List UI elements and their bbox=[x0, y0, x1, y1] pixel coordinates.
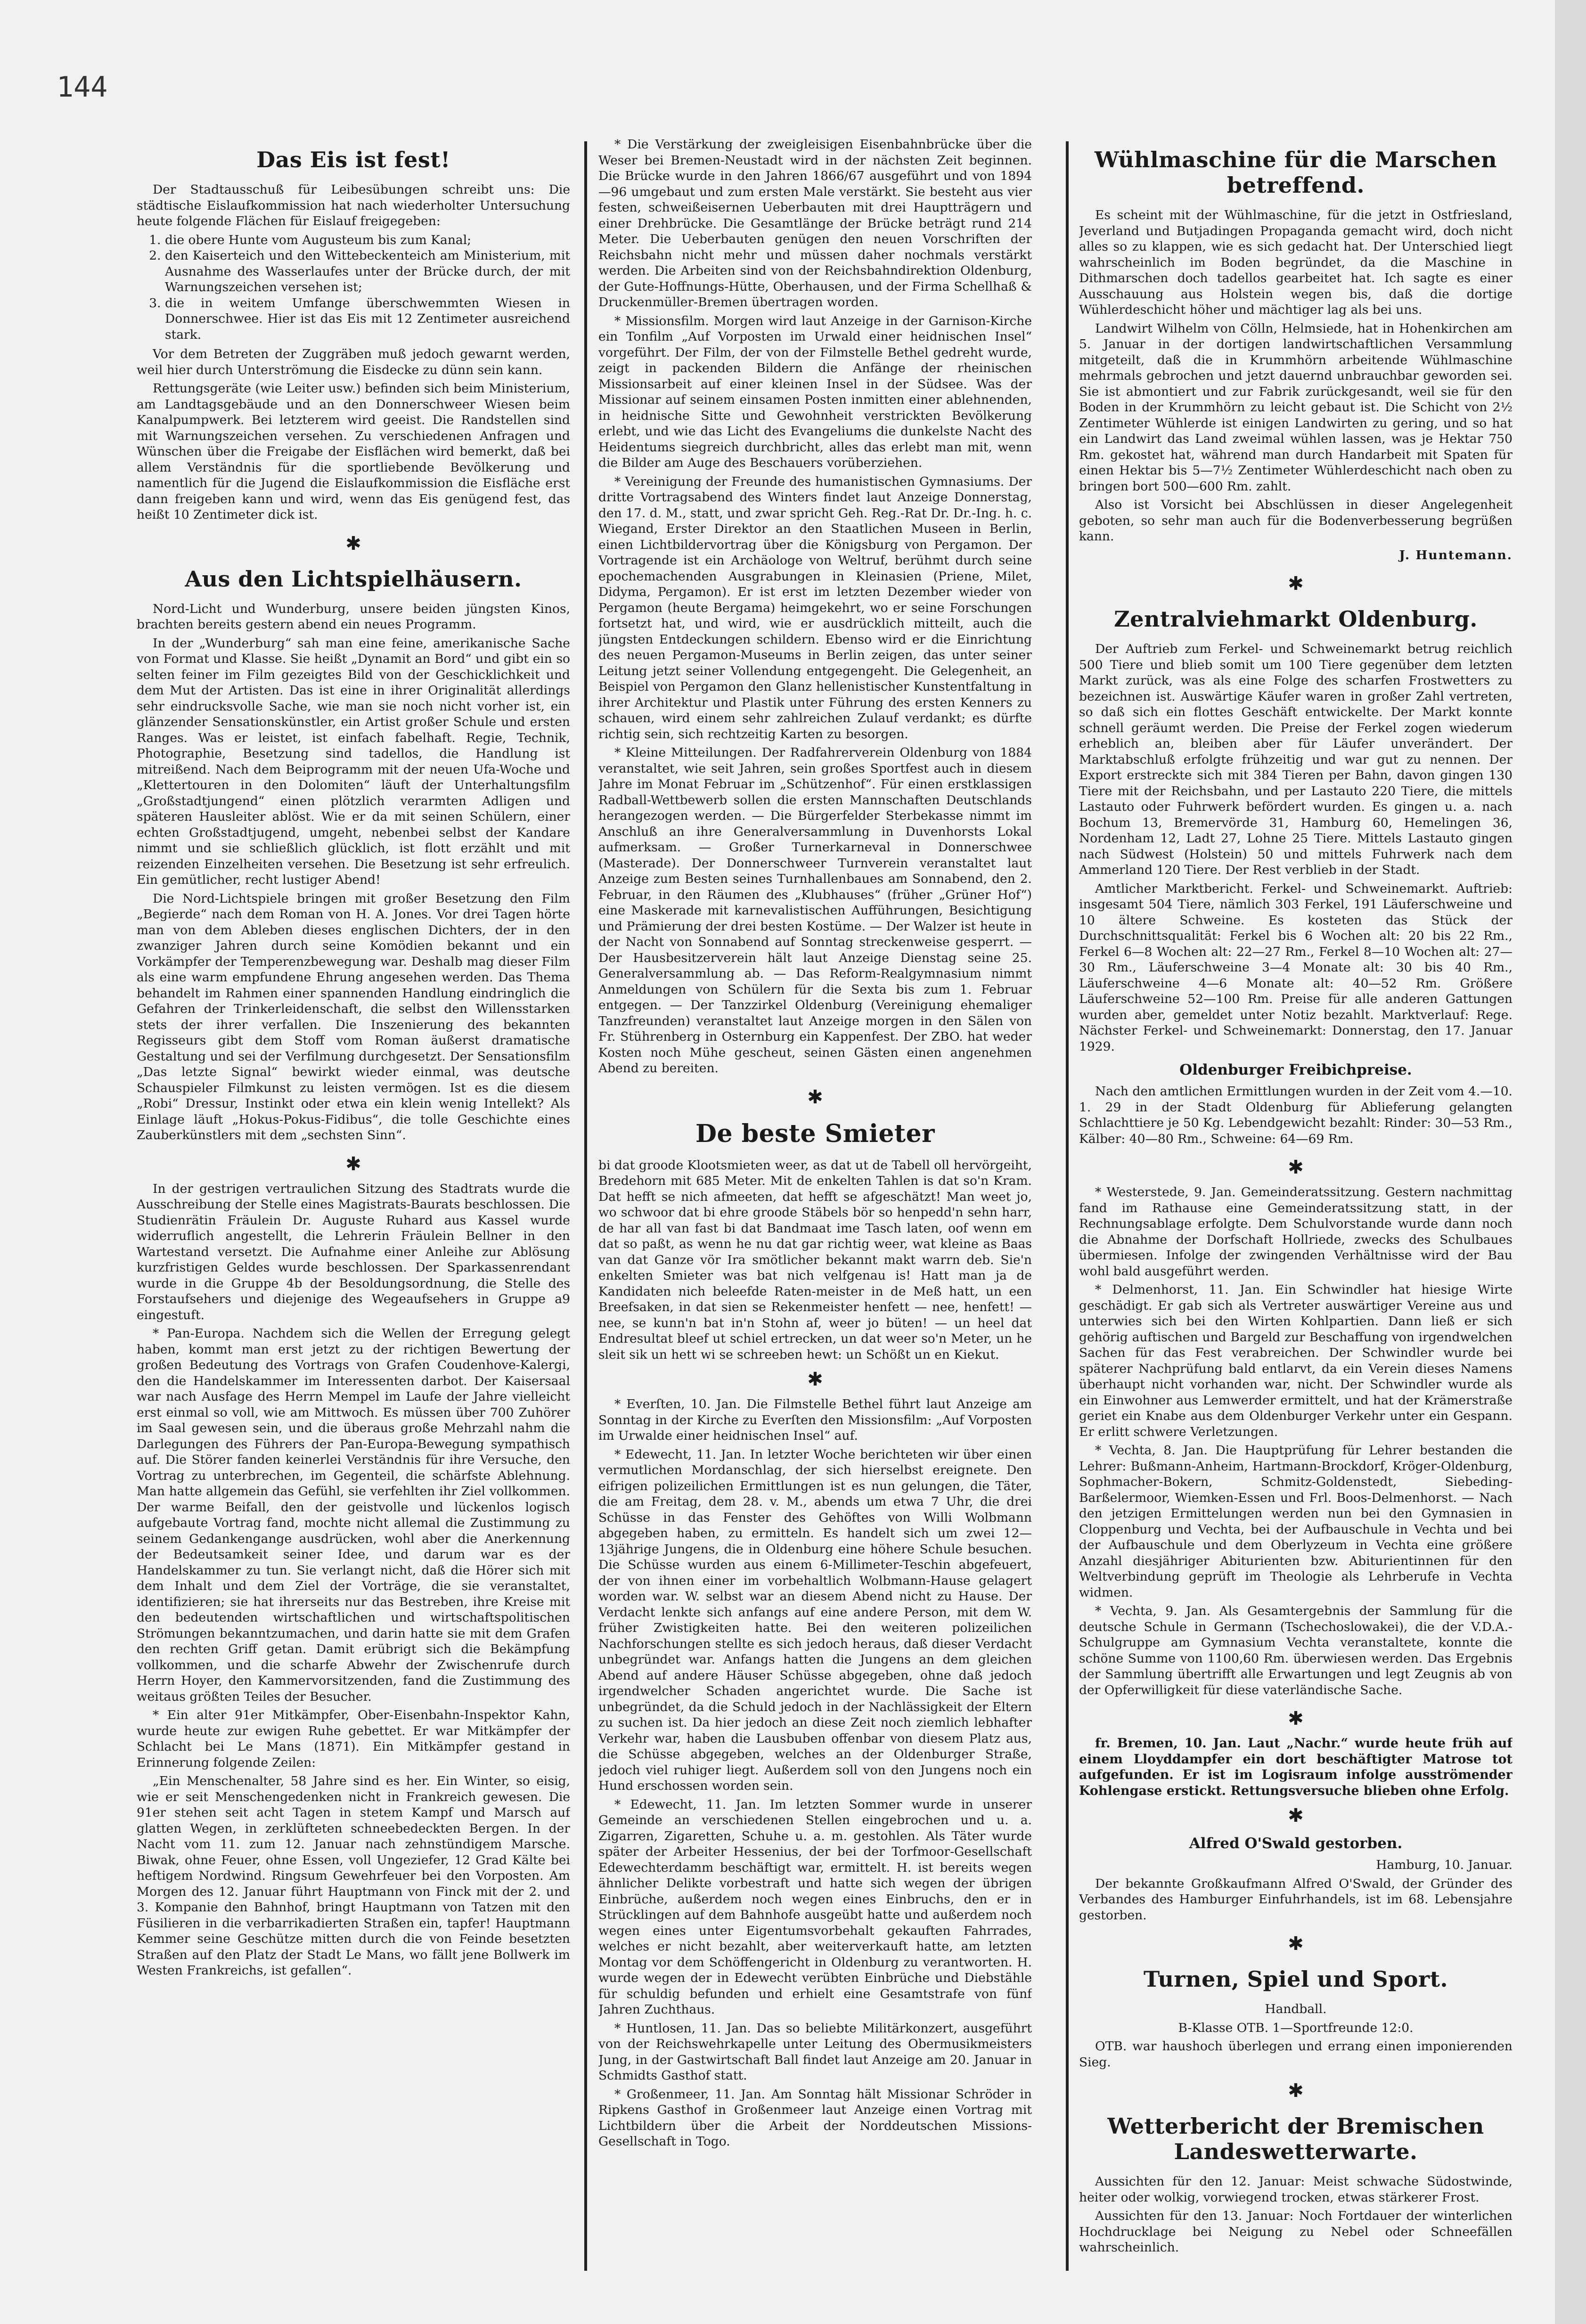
paragraph: * Vereinigung der Freunde des humanistischen Gymnasiums. Der dritte Vortragsabend des Winters findet laut Anzeige Donnerstag, den 17. d. M., statt, und zwar spricht Geh. Reg.-Rat Dr. Dr.-Ing. h. c. Wiegand, Erster Direktor an den Staatlichen Museen in Berlin, einen Lichtbildervortrag über die Königsburg von Pergamon. Der Vortragende ist ein Archäologe von Weltruf, berühmt durch seine epochemachenden Ausgrabungen in Kleinasien (Priene, Milet, Didyma, Pergamon). Er ist erst im letzten Dezember wieder von Pergamon (heute Bergama) heimgekehrt, wo er seine Forschungen fortsetzt hat, und wird, wie er ausdrücklich mitteilt, auch die jüngsten Entdeckungen schildern. Ebenso wird er die Einrichtung des neuen Pergamon-Museums in Berlin zeigen, das unter seiner Leitung jetzt seiner Vollendung entgegengeht. Die Gelegenheit, an Beispiel von Pergamon den Glanz hellenistischer Kunstentfaltung in ihrer Architektur und Plastik unter Führung des ersten Kenners zu schauen, wird einem sehr zahlreichen Zulauf verdankt; es dürfte richtig sein, sich rechtzeitig Karten zu besorgen. bbox=[598, 474, 1032, 742]
dateline: Hamburg, 10. Januar. bbox=[1376, 1858, 1512, 1872]
article-beste-smieter bbox=[598, 1120, 1032, 2150]
article-city-news bbox=[598, 137, 1032, 1076]
paragraph: bi dat groode Klootsmieten weer, as dat ut de Tabell oll hervörgeiht, Bredehorn mit 685 Meter. Mit de enkelten Tahlen is dat so'n Kram. Dat hefft se nich afmeeten, dat hefft se afgeschätzt! Man weet jo, wo schwoor dat bi ehre groode Stäbels bör so henpedd'n sehn harr, de har all van fast bi dat Bandmaat ime Tasch laten, oof wenn em dat so paßt, as wenn he nu dat gar richtig weer, wat kleine as Baas van dat Ganze vör Ira smötlicher bekannt makt warrn deb. Sie'n enkelten Smieter was bat nich velfgenau is! Hatt man ja de Kandidaten nich beleefde Raten-meister in de Meß hatt, un een Breefsaken, in dat sien se Rekenmeister henfett — nee, henfett! — nee, se kunn'n bat in'n Stohn af, weer jo büten! — un heel dat Endresultat bleef ut schiel ertrecken, un dat weer so'n Meter, un he sleit sik un hett wi se schreeben hewt: un Schößt un en Kiekut. bbox=[598, 1158, 1032, 1362]
paragraph: Also ist Vorsicht bei Abschlüssen in dieser Angelegenheit geboten, so sehr man auch für die Bodenverbesserung begrüßen kann. bbox=[1079, 497, 1512, 544]
paragraph: * Everſten, 10. Jan. Die Filmstelle Bethel führt laut Anzeige am Sonntag in der Kirche zu Everſten den Missionsfilm: „Auf Vorposten im Urwalde einer heidnischen Insel“ auf. bbox=[598, 1397, 1032, 1443]
paragraph: * Die Verstärkung der zweigleisigen Eisenbahnbrücke über die Weser bei Bremen-Neustadt wird in der nächsten Zeit beginnen. Die Brücke wurde in den Jahren 1866/67 ausgeführt und von 1894—96 umgebaut und zum ersten Male verstärkt. Sie besteht aus vier festen, schweißeisernen Ueberbauten mit drei Hauptträgern und einer Drehbrücke. Die Gesamtlänge der Brücke beträgt rund 214 Meter. Die Ueberbauten genügen den neuen Vorschriften der Reichsbahn nicht mehr und müssen daher nochmals verstärkt werden. Die Arbeiten sind von der Reichsbahndirektion Oldenburg, der Gute-Hoffnungs-Hütte, Oberhausen, und der Firma Schellhaß & Druckenmüller-Bremen übertragen worden. bbox=[598, 137, 1032, 310]
ice-area-list bbox=[151, 232, 570, 343]
subheadline: Alfred O'Swald gestorben. bbox=[1189, 1835, 1403, 1852]
author-signature: J. Huntemann. bbox=[1399, 547, 1512, 563]
headline: Wetterbericht der Bremischen Landeswetterwarte. bbox=[1107, 2113, 1484, 2164]
paragraph: Es scheint mit der Wühlmaschine, für die jetzt in Ostfriesland, Jeverland und Butjadingen Propaganda gemacht wird, doch nicht alles so zu klappen, wie es sich gedacht hat. Der Unterschied liegt wahrscheinlich im Boden begründet, da die Maschine in Dithmarschen doch tadellos gearbeitet hat. Ich sagte es einer Ausschauung aus Holstein wegen bis, daß die dortige Wühlerdeschicht höher und mächtiger lag als bei uns. bbox=[1079, 208, 1512, 317]
paragraph: * Vechta, 9. Jan. Als Gesamtergebnis der Sammlung für die deutsche Schule in Germann (Tschechoslowakei), die der V.D.A.-Schulgruppe am Gymnasium Vechta veranstaltete, konnte die schöne Summe von 1100,60 Rm. überwiesen werden. Das Ergebnis der Sammlung übertrifft alle Erwartungen und legt Zeugnis ab von der Opferwilligkeit für diese vaterländische Sache. bbox=[1079, 1604, 1512, 1697]
headline: De beste Smieter bbox=[695, 1119, 935, 1148]
paragraph: „Ein Menschenalter, 58 Jahre sind es her. Ein Winter, so eisig, wie er seit Menschengedenken nicht in Frankreich gewesen. Die 91er stehen seit acht Tagen in stetem Kampf und Marsch auf glatten Wegen, in zerklüfteten schneebedeckten Bergen. In der Nacht vom 11. zum 12. Januar nach zehnstündigem Marsche. Biwak, ohne Feuer, ohne Essen, voll Ungeziefer, 12 Grad Kälte bei heftigem Nordwind. Ringsum Gewehrfeuer bei den Vorposten. Am Morgen des 12. Januar führt Hauptmann von Finck mit der 2. und 3. Kompanie den Bahnhof, bringt Hauptmann von Tatzen mit den Füsilieren in die verbarrikadierten Straßen ein, tapfer! Hauptmann Kemmer seine Geschütze mitten durch die von Feinde besetzten Straßen auf den Platz der Stadt Le Mans, wo fällt jene Bollwerk im Westen Frankreichs, ist gefallen“. bbox=[137, 1774, 570, 1978]
paragraph: In der gestrigen vertraulichen Sitzung des Stadtrats wurde die Ausschreibung der Stelle eines Magistrats-Baurats beschlossen. Die Studienrätin Fräulein Dr. Auguste Ruhard aus Kassel wurde widerruflich angestellt, die Lehrerin Fräulein Bellner in den Wartestand versetzt. Die Aufnahme einer Anleihe zur Ablösung kurzfristigen Geldes wurde beschlossen. Der Sparkassenrendant wurde in die Gruppe 4b der Besoldungsordnung, die Stelle des Forstaufsehers und diejenige des Wegeaufsehers in Gruppe a9 eingestuft. bbox=[137, 1181, 570, 1322]
column-3 bbox=[1079, 137, 1512, 2275]
paragraph: Der Auftrieb zum Ferkel- und Schweinemarkt betrug reichlich 500 Tiere und blieb somit um 100 Tiere gegenüber dem letzten Markt zurück, was als eine Folge des scharfen Frostwetters zu bezeichnen ist. Auswärtige Käufer waren in großer Zahl vertreten, so daß sich ein flottes Geschäft entwickelte. Der Markt konnte schnell geräumt werden. Die Preise der Ferkel zogen wiederum erheblich an, bleiben aber für Läufer unverändert. Der Marktabschluß erfolgte frühzeitig und war gut zu nennen. Der Export erstreckte sich mit 384 Tieren per Bahn, davon gingen 130 Tiere mit der Reichsbahn, und per Lastauto 220 Tiere, die mittels Lastauto oder Fuhrwerk befördert wurden. Es gingen u. a. nach Bochum 13, Bremervörde 31, Hamburg 60, Hemelingen 36, Nordenham 12, Ladt 27, Lohne 25 Tiere. Mittels Lastauto gingen nach Südwest (Holstein) 50 und mittels Fuhrwerk nach dem Ammerland 120 Tiere. Der Rest verblieb in der Stadt. bbox=[1079, 642, 1512, 877]
column-2 bbox=[598, 137, 1032, 2275]
headline: Turnen, Spiel und Sport. bbox=[1143, 1966, 1448, 1992]
paragraph: * Huntlosen, 11. Jan. Das so beliebte Militärkonzert, ausgeführt von der Reichswehrkapelle unter Leitung des Obermusikmeisters Jung, in der Gastwirtschaft Ball findet laut Anzeige am 20. Januar in Schmidts Gasthof statt. bbox=[598, 2021, 1032, 2083]
article-wuehlmaschine bbox=[1079, 147, 1512, 563]
column-1 bbox=[137, 137, 570, 2275]
match-result: B-Klasse OTB. 1—Sportfreunde 12:0. bbox=[1178, 2020, 1414, 2035]
section-separator-icon: ✱ bbox=[345, 532, 361, 554]
paragraph: * Westerstede, 9. Jan. Gemeinderatssitzung. Gestern nachmittag fand im Rathause eine Gemeinderatssitzung statt, in der Rechnungsablage erfolgte. Dem Schulvorstande wurde dann noch die Abnahme der Dorfschaft Hollriede, zwecks des Schulbaues übermiesen. Infolge der zwingenden Verhältnisse wird der Bau wohl bald ausgeführt werden. bbox=[1079, 1185, 1512, 1279]
paragraph: * Edewecht, 11. Jan. In letzter Woche berichteten wir über einen vermutlichen Mordanschlag, der sich hierselbst ereignete. Den eifrigen polizeilichen Ermittlungen ist es nun gelungen, die Täter, die am Freitag, dem 28. v. M., abends um etwa 7 Uhr, die drei Schüsse in das Fenster des Gehöftes von Willi Wolbmann abgegeben haben, zu ermitteln. Es handelt sich um zwei 12—13jährige Jungens, die in Oldenburg eine höhere Schule besuchen. Die Schüsse wurden aus einem 6-Millimeter-Teschin abgefeuert, der von ihnen einer im vorbehaltlich Wolbmann-Hause gelagert worden war. W. selbst war an diesem Abend nicht zu Hause. Der Verdacht lenkte sich anfangs auf eine andere Person, mit dem W. früher Zwistigkeiten hatte. Bei den weiteren polizeilichen Nachforschungen stellte es sich jedoch heraus, daß dieser Verdacht unbegründet war. Anfangs hatten die Jungens an dem gleichen Abend auf andere Häuser Schüsse abgegeben, ohne daß jedoch irgendwelcher Schaden angerichtet wurde. Die Sache ist unbegründet, da die Schuld jedoch in der Nachlässigkeit der Eltern zu suchen ist. Da hier jedoch an diese Zeit noch ziemlich lebhafter Verkehr war, haben die Lausbuben offenbar von diesem Platz aus, die Schüsse abgegeben, welches an der Oldenburger Straße, jedoch viel ruhiger liegt. Außerdem soll von den Jungens noch ein Hund erschossen worden sein. bbox=[598, 1447, 1032, 1793]
paragraph: * Pan-Europa. Nachdem sich die Wellen der Erregung gelegt haben, kommt man erst jetzt zu der richtigen Bewertung der großen Bedeutung des Vortrags von Grafen Coudenhove-Kalergi, den die Handelskammer im Interessenten darbot. Der Kaisersaal war nach Ausfage des Herrn Mempel im Laufe der Jahre vielleicht erst einmal so voll, wie am Mittwoch. Es müssen über 700 Zuhörer im Saal gewesen sein, und die überaus große Mehrzahl nahm die Darlegungen des Führers der Pan-Europa-Bewegung sympathisch auf. Die Störer fanden keinerlei Verständnis für ihre Versuche, den Vortrag zu unterbrechen, im Gegenteil, die schärfste Ablehnung. Man hatte allgemein das Gefühl, sie verfehlten ihr Ziel vollkommen. Der warme Beifall, den der geistvolle und lückenlos logisch aufgebaute Vortrag fand, mochte nicht allemal die Zustimmung zu seinem Gedankengange ausdrücken, wohl aber die Anerkennung der Bedeutsamkeit seiner Idee, und darum war es der Handelskammer zu tun. Sie verlangt nicht, daß die Hörer sich mit dem Inhalt und dem Ziel der Vorträge, die sie veranstaltet, identifizieren; sie hat ihrerseits nur das Bestreben, ihre Kreise mit den bedeutenden wirtschaftlichen und wirtschaftspolitischen Strömungen bekanntzumachen, und darin hatte sie mit dem Grafen den rechten Griff getan. Damit erübrigt sich die Bekämpfung vollkommen, und die scharfe Abwehr der Zwischenrufe durch Herrn Hoyer, den Kammervorsitzenden, fand die Zustimmung des weitaus größten Teiles der Besucher. bbox=[137, 1326, 570, 1704]
article-bremen bbox=[1079, 1736, 1512, 1923]
headline: Das Eis ist fest! bbox=[256, 147, 450, 172]
headline: Aus den Lichtspielhäusern. bbox=[185, 566, 522, 592]
article-cinemas bbox=[137, 566, 570, 1143]
section-separator-icon: ✱ bbox=[1288, 2080, 1304, 2102]
section-separator-icon: ✱ bbox=[1288, 1805, 1304, 1827]
paragraph: * Missionsfilm. Morgen wird laut Anzeige in der Garnison-Kirche ein Tonfilm „Auf Vorposten im Urwald einer heidnischen Insel“ vorgeführt. Der Film, der von der Filmstelle Bethel gedreht wurde, zeigt in packenden Bildern die Anfänge der rheinischen Missionsarbeit auf einer kleinen Insel in der Südsee. Was der Missionar auf seinem einsamen Posten inmitten einer ablehnenden, in heidnische Sitte und Gewohnheit verstrickten Bevölkerung erlebt, und wie das Licht des Evangeliums die dunkelste Nacht des Heidentums siegreich durchbricht, alles das erlebt man mit, wenn die Bilder am Auge des Beschauers vorüberziehen. bbox=[598, 313, 1032, 470]
section-separator-icon: ✱ bbox=[1288, 1708, 1304, 1729]
section-separator-icon: ✱ bbox=[807, 1369, 823, 1390]
paragraph: * Edewecht, 11. Jan. Im letzten Sommer wurde in unserer Gemeinde an verschiedenen Stellen eingebrochen und u. a. Zigarren, Zigaretten, Schuhe u. a. m. gestohlen. Als Täter wurde später der Arbeiter Hessenius, der bei der Torfmoor-Gesellschaft Edewechterdamm beschäftigt war, ermittelt. H. ist bereits wegen ähnlicher Delikte vorbestraft und hatte sich wegen der übrigen Einbrüche, außerdem noch wegen eines Einbruchs, den er in Strücklingen auf dem Bahnhofe ausgeübt hatte und außerdem noch wegen eines unter Eigentumsvorbehalt gekauften Fahrrades, welches er nicht bezahlt, aber weiterverkauft hatte, am letzten Montag vor dem Schöffengericht in Oldenburg zu verantworten. H. wurde wegen der in Edewecht verübten Einbrüche und Diebstähle für schuldig befunden und erhielt eine Gesamtstrafe von fünf Jahren Zuchthaus. bbox=[598, 1797, 1032, 2017]
paragraph: * Kleine Mitteilungen. Der Radfahrerverein Oldenburg von 1884 veranstaltet, wie seit Jahren, sein großes Sportfest auch in diesem Jahre im Monat Februar im „Schützenhof“. Für einen erstklassigen Radball-Wettbewerb sollen die ersten Mannschaften Deutschlands herangezogen werden. — Die Bürgerfelder Sterbekasse nimmt im Anschluß an ihre Generalversammlung in Duvenhorsts Lokal aufmerksam. — Großer Turnerkarneval in Donnerschwee (Masterade). Der Donnerschweer Turnverein veranstaltet laut Anzeige zum Besten seines Turnhallenbaues am Sonnabend, den 2. Februar, in den Räumen des „Klubhauses“ (früher „Grüner Hof“) eine Maskerade mit karnevalistischen Aufführungen, Besichtigung und Prämierung der drei besten Kostüme. — Der Walzer ist heute in der Nacht von Sonnabend auf Sonntag streckenweise gesperrt. — Der Hausbesitzerverein hält laut Anzeige Dienstag seine 25. Generalversammlung ab. — Das Reform-Realgymnasium nimmt Anmeldungen von Schülern für die Sexta bis zum 1. Februar entgegen. — Der Tanzzirkel Oldenburg (Vereinigung ehemaliger Tanzfreunden) veranstaltet laut Anzeige morgen in den Sälen von Fr. Stührenberg in Osternburg ein Kappenfest. Der ZBO. hat weder Kosten noch Mühe gescheut, seinen Gästen einen angenehmen Abend zu bereiten. bbox=[598, 745, 1032, 1076]
paragraph: * Ein alter 91er Mitkämpfer, Ober-Eisenbahn-Inspektor Kahn, wurde heute zur ewigen Ruhe gebettet. Er war Mitkämpfer der Schlacht bei Le Mans (1871). Ein Mitkämpfer gestand in Erinnerung folgende Zeilen: bbox=[137, 1708, 570, 1770]
paragraph: Nach den amtlichen Ermittlungen wurden in der Zeit vom 4.—10. 1. 29 in der Stadt Oldenburg für Ablieferung gelangten Schlachttiere je 50 Kg. Lebendgewicht bezahlt: Rinder: 30—53 Rm., Kälber: 40—80 Rm., Schweine: 64—69 Rm. bbox=[1079, 1084, 1512, 1146]
article-weather bbox=[1079, 2113, 1512, 2256]
paragraph: In der „Wunderburg“ sah man eine feine, amerikanische Sache von Format und Klasse. Sie heißt „Dynamit an Bord“ und gibt ein so selten feiner im Film gezeigtes Bild von der Geschicklichkeit und dem Mut der Artisten. Das ist eine in ihrer Originalität allerdings sehr eindrucksvolle Sache, wie man sie noch nicht vorher ist, ein glänzender Sensationskünstler, ein Artist großer Schule und ersten Ranges. Was er leistet, ist einfach fabelhaft. Regie, Technik, Photographie, Besetzung sind tadellos, die Handlung ist mitreißend. Nach dem Beiprogramm mit der neuen Ufa-Woche und „Klettertouren in den Dolomiten“ läuft der Unterhaltungsfilm „Großstadtjungend“ einen plötzlich verarmten Adligen und späteren Hausleiter ablöst. Wie er da mit seinen Schülern, einer echten Großstadtjugend, umgeht, nebenbei selbst der Kandare nimmt und sie schließlich glücklich, ist flott erzählt und mit reizenden Einzelheiten versehen. Die Besetzung ist sehr erfreulich. Ein gemütlicher, recht lustiger Abend! bbox=[137, 636, 570, 887]
headline: Zentralviehmarkt Oldenburg. bbox=[1114, 606, 1478, 632]
column-rule bbox=[1066, 141, 1069, 2271]
paragraph: Der bekannte Großkaufmann Alfred O'Swald, der Gründer des Verbandes des Hamburger Einfuhrhandels, ist im 68. Lebensjahre gestorben. bbox=[1079, 1876, 1512, 1923]
page-edge bbox=[1555, 0, 1586, 2324]
paragraph: Nord-Licht und Wunderburg, unsere beiden jüngsten Kinos, brachten bereits gestern abend ein neues Programm. bbox=[137, 601, 570, 632]
page-number: 144 bbox=[57, 71, 108, 104]
article-regional-news bbox=[1079, 1184, 1512, 1698]
section-separator-icon: ✱ bbox=[807, 1086, 823, 1108]
paragraph: Vor dem Betreten der Zuggräben muß jedoch gewarnt werden, weil hier durch Unterströmung die Eisdecke zu dünn sein kann. bbox=[137, 347, 570, 377]
subheadline: Handball. bbox=[1265, 2002, 1327, 2016]
paragraph: * Vechta, 8. Jan. Die Hauptprüfung für Lehrer bestanden die Lehrer: Bußmann-Anheim, Hartmann-Brockdorf, Kröger-Oldenburg, Sophmacher-Bokern, Schmitz-Goldenstedt, Siebeding-Barßelermoor, Wiemken-Essen und Frl. Boos-Delmenhorst. — Nach den jetzigen Ermittelungen werden nun bei den Gymnasien in Cloppenburg und Vechta, bei der Aufbauschule in Vechta und bei der Aufbauschule und dem Oberlyzeum in Vechta eine größere Anzahl diesjähriger Abiturienten bzw. Abiturientinnen für den Weltverbindung geprüft im Theologie als Lehrberufe in Vechta widmen. bbox=[1079, 1443, 1512, 1600]
paragraph: * Großenmeer, 11. Jan. Am Sonntag hält Missionar Schröder in Ripkens Gasthof in Großenmeer laut Anzeige einen Vortrag mit Lichtbildern über die Arbeit der Norddeutschen Missions-Gesellschaft in Togo. bbox=[598, 2087, 1032, 2149]
headline: Wühlmaschine für die Marschen betreffend. bbox=[1094, 147, 1497, 198]
subheadline: Oldenburger Freibichpreise. bbox=[1179, 1061, 1412, 1078]
paragraph: Rettungsgeräte (wie Leiter usw.) befinden sich beim Ministerium, am Landtagsgebäude und an den Donnerschweer Wiesen beim Kanalpumpwerk. Bei letzterem wird geeist. Die Randstellen sind mit Warnungszeichen versehen. Zu verschiedenen Anfragen und Wünschen über die Freigabe der Eisflächen wird bemerkt, daß bei allem Verständnis für die sportliebende Bevölkerung und namentlich für die Jugend die Eislaufkommission die Eisfläche erst dann freigeben kann und wird, wenn das Eis genügend fest, das heißt 10 Zentimeter dick ist. bbox=[137, 381, 570, 522]
list-item: 2. den Kaiserteich und den Wittebeckenteich am Ministerium, mit Ausnahme des Wasserlaufes unter der Brücke durch, der mit Warnungszeichen versehen ist; bbox=[165, 248, 570, 295]
paragraph: fr. Bremen, 10. Jan. Laut „Nachr.“ wurde heute früh auf einem Lloyddampfer ein dort beschäftigter Matrose tot aufgefunden. Er ist im Logisraum infolge ausströmender Kohlengase erstickt. Rettungsversuche blieben ohne Erfolg. bbox=[1079, 1736, 1512, 1798]
paragraph: Amtlicher Marktbericht. Ferkel- und Schweinemarkt. Auftrieb: insgesamt 504 Tiere, nämlich 303 Ferkel, 191 Läuferschweine und 10 ältere Schweine. Es kosteten das Stück der Durchschnittsqualität: Ferkel bis 6 Wochen alt: 20 bis 22 Rm., Ferkel 6—8 Wochen alt: 22—27 Rm., Ferkel 8—10 Wochen alt: 27—30 Rm., Läuferschweine 3—4 Monate alt: 30 bis 40 Rm., Läuferschweine 4—6 Monate alt: 40—52 Rm. Größere Läuferschweine 52—100 Rm. Preise für alle anderen Gattungen wurden aber, gemeldet unter Notiz bezahlt. Marktverlauf: Rege. Nächster Ferkel- und Schweinemarkt: Donnerstag, den 17. Januar 1929. bbox=[1079, 881, 1512, 1054]
paragraph: Der Stadtausschuß für Leibesübungen schreibt uns: Die städtische Eislaufkommission hat nach wiederholter Untersuchung heute folgende Flächen für Eislauf freigegeben: bbox=[137, 182, 570, 228]
paragraph: * Delmenhorst, 11. Jan. Ein Schwindler hat hiesige Wirte geschädigt. Er gab sich als Vertreter auswärtiger Vereine aus und unterwies sich bei den Wirten Kohlpartien. Dann ließ er sich gehörig auftischen und Bargeld zur Beschaffung von irgendwelchen Sachen für das Fest verabreichen. Der Schwindler wurde bei späterer Nachprüfung bald entlarvt, da ein Verein dieses Namens überhaupt nicht vorhanden war, nicht. Der Schwindler wurde als ein Einwohner aus Lemwerder ermittelt, und hat der Krämerstraße geriet ein Knabe aus dem Oldenburger Verkehr unter ein Gespann. Er erlitt schwere Verletzungen. bbox=[1079, 1282, 1512, 1439]
paragraph: OTB. war haushoch überlegen und errang einen imponierenden Sieg. bbox=[1079, 2039, 1512, 2070]
paragraph: Aussichten für den 13. Januar: Noch Fortdauer der winterlichen Hochdrucklage bei Neigung zu Nebel oder Schneefällen wahrscheinlich. bbox=[1079, 2209, 1512, 2255]
paragraph: Landwirt Wilhelm von Cölln, Helmsiede, hat in Hohenkirchen am 5. Januar in der dortigen landwirtschaftlichen Versammlung mitgeteilt, daß die in Krummhörn arbeitende Wühlmaschine mehrmals gebrochen und jetzt dauernd unbrauchbar geworden sei. Sie ist abmontiert und zur Fabrik zurückgesandt, weil sie für den Boden in der Krummhörn zu leicht gebaut ist. Die Schicht von 2½ Zentimeter Wühlerde ist einigen Landwirten zu gering, und so hat ein Landwirt das Land zweimal wühlen lassen, was je Hektar 750 Rm. gekostet hat, während man durch Handarbeit mit Spaten für einen Hektar bis 5—7½ Zentimeter Wühlerdeschicht nach oben zu bringen bort 500—600 Rm. zahlt. bbox=[1079, 321, 1512, 494]
list-item: 1. die obere Hunte vom Augusteum bis zum Kanal; bbox=[165, 232, 570, 248]
section-separator-icon: ✱ bbox=[1288, 573, 1304, 595]
section-separator-icon: ✱ bbox=[1288, 1933, 1304, 1955]
article-viehmarkt bbox=[1079, 606, 1512, 1147]
article-ice bbox=[137, 147, 570, 523]
paragraph: Aussichten für den 12. Januar: Meist schwache Südostwinde, heiter oder wolkig, vorwiegend trocken, etwas stärkerer Frost. bbox=[1079, 2174, 1512, 2205]
article-local-news bbox=[137, 1181, 570, 1979]
list-item: 3. die in weitem Umfange überschwemmten Wiesen in Donnerschwee. Hier ist das Eis mit 12 Zentimeter ausreichend stark. bbox=[165, 295, 570, 343]
paragraph: Die Nord-Lichtspiele bringen mit großer Besetzung den Film „Begierde“ nach dem Roman von H. A. Jones. Vor drei Tagen hörte man von dem Ableben dieses englischen Dichters, der in den zwanziger Jahren durch seine Komödien bekannt und ein Vorkämpfer der Temperenzbewegung war. Deshalb mag dieser Film als eine warm empfundene Ehrung angesehen werden. Das Thema behandelt im Rahmen einer spannenden Handlung eindringlich die Gefahren der Trinkerleidenschaft, die selbst den Willensstarken stets der ihrer verfallen. Die Inszenierung des bekannten Regisseurs gibt dem Stoff vom Roman äußerst dramatische Gestaltung und sei der Verfilmung durchgesetzt. Der Sensationsfilm „Das letzte Signal“ bewirkt wieder einmal, was deutsche Schauspieler Filmkunst zu leisten vermögen. Ist es die diesem „Robi“ Dressur, Instinkt oder etwa ein klein wenig Intellekt? Als Einlage läuft „Hokus-Pokus-Fidibus“, die tolle Geschichte eines Zauberkünstlers mit dem „sechsten Sinn“. bbox=[137, 891, 570, 1142]
section-separator-icon: ✱ bbox=[1288, 1157, 1304, 1178]
section-separator-icon: ✱ bbox=[345, 1153, 361, 1175]
column-rule bbox=[584, 141, 587, 2271]
article-sport bbox=[1079, 1966, 1512, 2070]
